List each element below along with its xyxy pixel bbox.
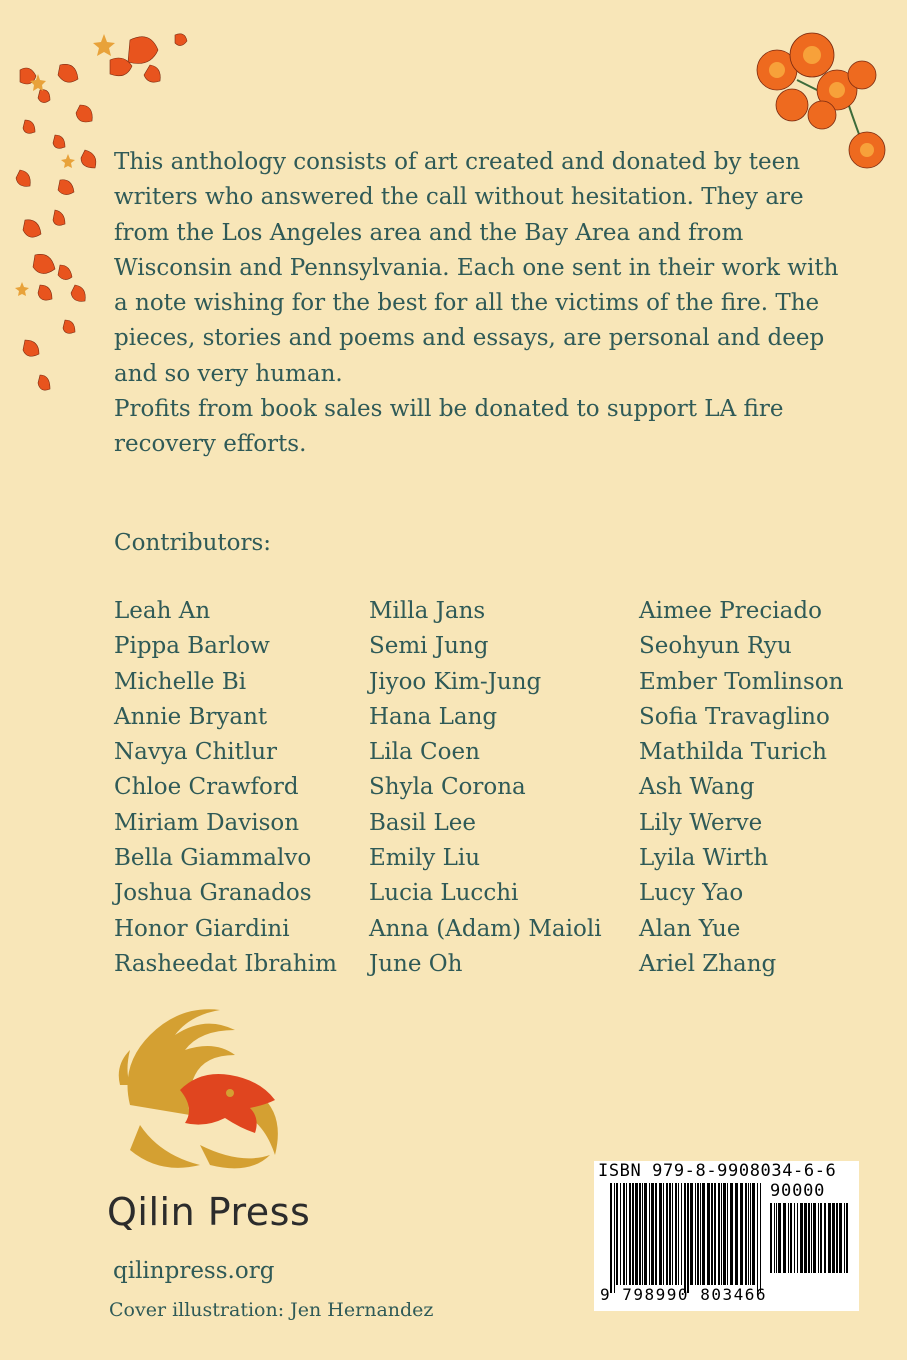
contributor-name: Mathilda Turich xyxy=(639,739,827,766)
contributor-name: Lucy Yao xyxy=(639,880,744,907)
contributor-name: Seohyun Ryu xyxy=(639,633,792,660)
barcode-bar xyxy=(797,1203,798,1273)
barcode-bar xyxy=(690,1183,693,1285)
barcode-bar xyxy=(629,1183,631,1285)
barcode-bar xyxy=(651,1183,654,1285)
contributor-name: Aimee Preciado xyxy=(639,598,822,624)
contributor-name: Emily Liu xyxy=(369,845,481,872)
barcode-bar xyxy=(745,1183,747,1285)
contributor-name: Michelle Bi xyxy=(114,668,247,695)
barcode-bar xyxy=(626,1183,627,1285)
contributor-name: Honor Giardini xyxy=(114,915,290,942)
contributor-name: Annie Bryant xyxy=(114,703,268,730)
contributor-name: Chloe Crawford xyxy=(114,774,299,801)
barcode-bar xyxy=(644,1183,647,1285)
cover-credit: Cover illustration: Jen Hernandez xyxy=(109,1299,434,1321)
barcode-bar xyxy=(687,1183,689,1293)
contributors-heading: Contributors: xyxy=(114,530,272,556)
contributor-name: Anna (Adam) Maioli xyxy=(369,915,602,942)
barcode-bar xyxy=(800,1203,803,1273)
barcode-bar xyxy=(610,1183,612,1293)
contributor-name: Joshua Granados xyxy=(114,880,312,907)
contributor-name: Lila Coen xyxy=(369,739,480,766)
contributors-column-2 xyxy=(369,594,602,982)
barcode-bar xyxy=(718,1183,720,1285)
barcode-bar xyxy=(740,1183,743,1285)
barcode-bar xyxy=(700,1183,701,1285)
contributor-name: Basil Lee xyxy=(369,809,476,836)
price-code: 90000 xyxy=(770,1181,826,1201)
barcode-bar xyxy=(723,1183,726,1285)
barcode-bar xyxy=(642,1183,643,1285)
contributor-name: Ash Wang xyxy=(639,774,755,801)
publisher-website[interactable]: qilinpress.org xyxy=(113,1258,275,1284)
barcode-bar xyxy=(778,1203,781,1273)
contributor-name: Semi Jung xyxy=(369,633,489,660)
barcode-bar xyxy=(844,1203,845,1273)
contributor-name: Lyila Wirth xyxy=(639,845,769,872)
contributor-name: Hana Lang xyxy=(369,703,498,730)
barcode-bar xyxy=(836,1203,838,1273)
barcode-bar xyxy=(623,1183,625,1285)
contributor-name: Miriam Davison xyxy=(114,809,300,836)
contributor-name: Bella Giammalvo xyxy=(114,845,312,872)
contributor-name: June Oh xyxy=(369,950,463,977)
barcode-bar xyxy=(828,1203,831,1273)
contributor-name: Ember Tomlinson xyxy=(639,668,844,695)
barcode-bar xyxy=(684,1183,686,1293)
barcode-bar xyxy=(695,1183,696,1285)
barcode-bar xyxy=(750,1183,751,1285)
contributor-name: Sofia Travaglino xyxy=(639,703,830,730)
barcode-bar xyxy=(675,1183,677,1285)
barcode-bar xyxy=(659,1183,662,1285)
barcode-bar xyxy=(711,1183,713,1285)
barcode-bar xyxy=(820,1203,822,1273)
barcode-bar xyxy=(678,1183,679,1285)
isbn-label: ISBN 979-8-9908034-6-6 xyxy=(598,1161,837,1181)
barcode-bar xyxy=(635,1183,638,1285)
contributors-column-1 xyxy=(114,594,337,982)
barcode-bar xyxy=(824,1203,826,1273)
barcode-bar xyxy=(681,1183,682,1285)
barcode-bar xyxy=(672,1183,673,1285)
barcode-bar xyxy=(760,1183,761,1293)
barcode-bar xyxy=(748,1183,749,1285)
contributor-name: Shyla Corona xyxy=(369,774,526,801)
profits-paragraph: Profits from book sales will be donated to support LA fire recovery efforts. xyxy=(114,396,784,458)
qilin-logo-icon xyxy=(110,1005,300,1180)
barcode-bar xyxy=(808,1203,810,1273)
barcode-bar xyxy=(804,1203,807,1273)
barcode-bar xyxy=(813,1203,816,1273)
barcode-bar xyxy=(702,1183,705,1285)
contributor-name: Rasheedat Ibrahim xyxy=(114,950,337,977)
barcode-bar xyxy=(632,1183,634,1285)
contributor-name: Pippa Barlow xyxy=(114,633,270,660)
contributors-column-3 xyxy=(639,594,843,982)
barcode-addon-icon xyxy=(770,1203,850,1281)
barcode-bar xyxy=(666,1183,668,1285)
barcode-bar xyxy=(669,1183,671,1285)
barcode-bar xyxy=(649,1183,650,1285)
contributor-name: Alan Yue xyxy=(639,915,741,942)
barcode-bar xyxy=(655,1183,657,1285)
contributor-name: Ariel Zhang xyxy=(639,950,777,977)
barcode-bar xyxy=(616,1183,618,1285)
isbn-barcode xyxy=(594,1161,859,1311)
barcode-bar xyxy=(730,1183,733,1285)
barcode-bar xyxy=(818,1203,819,1273)
barcode-bar xyxy=(776,1203,777,1273)
publisher-name: Qilin Press xyxy=(107,1190,311,1234)
barcode-bar xyxy=(714,1183,716,1285)
barcode-bar xyxy=(770,1203,772,1273)
barcode-bar xyxy=(614,1183,615,1293)
barcode-bar xyxy=(752,1183,755,1285)
contributor-name: Leah An xyxy=(114,598,211,624)
barcode-bar xyxy=(707,1183,710,1285)
contributor-name: Milla Jans xyxy=(369,598,486,624)
contributor-name: Jiyoo Kim-Jung xyxy=(369,668,542,695)
barcode-bar xyxy=(788,1203,789,1273)
barcode-bar xyxy=(620,1183,621,1285)
barcode-bar xyxy=(839,1203,842,1273)
barcode-bar xyxy=(811,1203,812,1273)
barcode-bar xyxy=(663,1183,664,1285)
barcode-bar xyxy=(783,1203,786,1273)
contributor-name: Lily Werve xyxy=(639,809,763,836)
barcode-bar xyxy=(790,1203,792,1273)
barcode-bar xyxy=(697,1183,699,1285)
barcode-bar xyxy=(735,1183,738,1285)
barcode-bar xyxy=(757,1183,758,1293)
ean-number: 9 798990 803466 xyxy=(600,1285,767,1304)
barcode-bar xyxy=(846,1203,848,1273)
barcode-icon xyxy=(610,1183,762,1293)
barcode-bar xyxy=(727,1183,728,1285)
barcode-bar xyxy=(721,1183,722,1285)
contributor-name: Navya Chitlur xyxy=(114,739,278,766)
barcode-bar xyxy=(639,1183,641,1285)
barcode-bar xyxy=(832,1203,835,1273)
description-paragraph: This anthology consists of art created and donated by teen writers who answered the call without hesitation. They are from the Los Angeles area and the Bay Area and from Wisconsin and Pennsylvania. Each one sent in their work with a note wishing for the best for all the victims of the fire. The pieces, stories and poems and essays, are personal and deep and so very human. xyxy=(114,149,839,387)
barcode-bar xyxy=(794,1203,795,1273)
contributor-name: Lucia Lucchi xyxy=(369,880,519,907)
barcode-bar xyxy=(774,1203,775,1273)
